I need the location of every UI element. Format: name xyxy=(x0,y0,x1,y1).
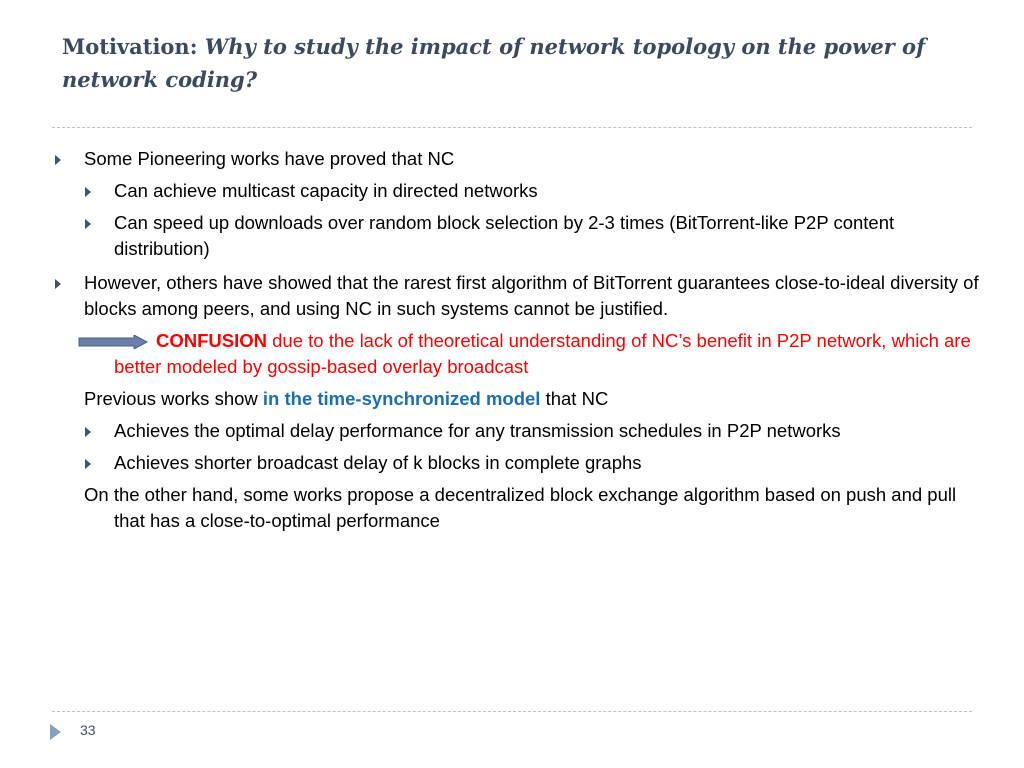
right-arrow-icon xyxy=(78,335,148,349)
previous-works-line xyxy=(52,386,982,412)
confusion-label: CONFUSION xyxy=(156,330,267,351)
triangle-bullet-icon xyxy=(85,187,91,197)
confusion-note xyxy=(52,328,982,380)
other-hand-line xyxy=(52,482,982,534)
footer-triangle-icon xyxy=(50,724,61,740)
previous-suffix: that NC xyxy=(540,388,609,409)
page-number: 33 xyxy=(80,722,96,738)
bottom-divider xyxy=(52,711,972,712)
bullet-however xyxy=(52,270,982,322)
bullet-text: Some Pioneering works have proved that NC xyxy=(84,148,455,169)
sub-bullet-broadcast-delay xyxy=(52,450,982,476)
title-question: Why to study the impact of network topology on the power of network coding? xyxy=(62,34,926,92)
bullet-text: Can achieve multicast capacity in directed networks xyxy=(114,180,538,201)
time-synchronized-highlight: in the time-synchronized model xyxy=(262,388,541,409)
title-lead: Motivation: xyxy=(62,34,205,59)
triangle-bullet-icon xyxy=(85,219,91,229)
previous-prefix: Previous works show xyxy=(84,388,263,409)
bullet-text: However, others have showed that the rarest first algorithm of BitTorrent guarantees close-to-ideal diversity of blocks among peers, and using NC in such systems cannot be justified. xyxy=(84,272,979,319)
triangle-bullet-icon xyxy=(85,427,91,437)
top-divider xyxy=(52,127,972,128)
bullet-text: Achieves the optimal delay performance for any transmission schedules in P2P networks xyxy=(114,420,841,441)
slide-title xyxy=(62,30,992,96)
confusion-text: due to the lack of theoretical understanding of NC’s benefit in P2P network, which are better modeled by gossip-based overlay broadcast xyxy=(114,330,971,377)
sub-bullet-optimal-delay xyxy=(52,418,982,444)
triangle-bullet-icon xyxy=(85,459,91,469)
bullet-text: Achieves shorter broadcast delay of k blocks in complete graphs xyxy=(114,452,642,473)
sub-bullet-speedup xyxy=(52,210,982,262)
sub-bullet-multicast xyxy=(52,178,982,204)
bullet-pioneering xyxy=(52,146,982,172)
triangle-bullet-icon xyxy=(55,279,61,289)
other-hand-text: On the other hand, some works propose a decentralized block exchange algorithm based on push and pull that has a close-to-optimal performance xyxy=(84,484,957,531)
triangle-bullet-icon xyxy=(55,155,61,165)
bullet-text: Can speed up downloads over random block selection by 2-3 times (BitTorrent-like P2P content distribution) xyxy=(114,212,895,259)
slide-body xyxy=(52,141,982,534)
